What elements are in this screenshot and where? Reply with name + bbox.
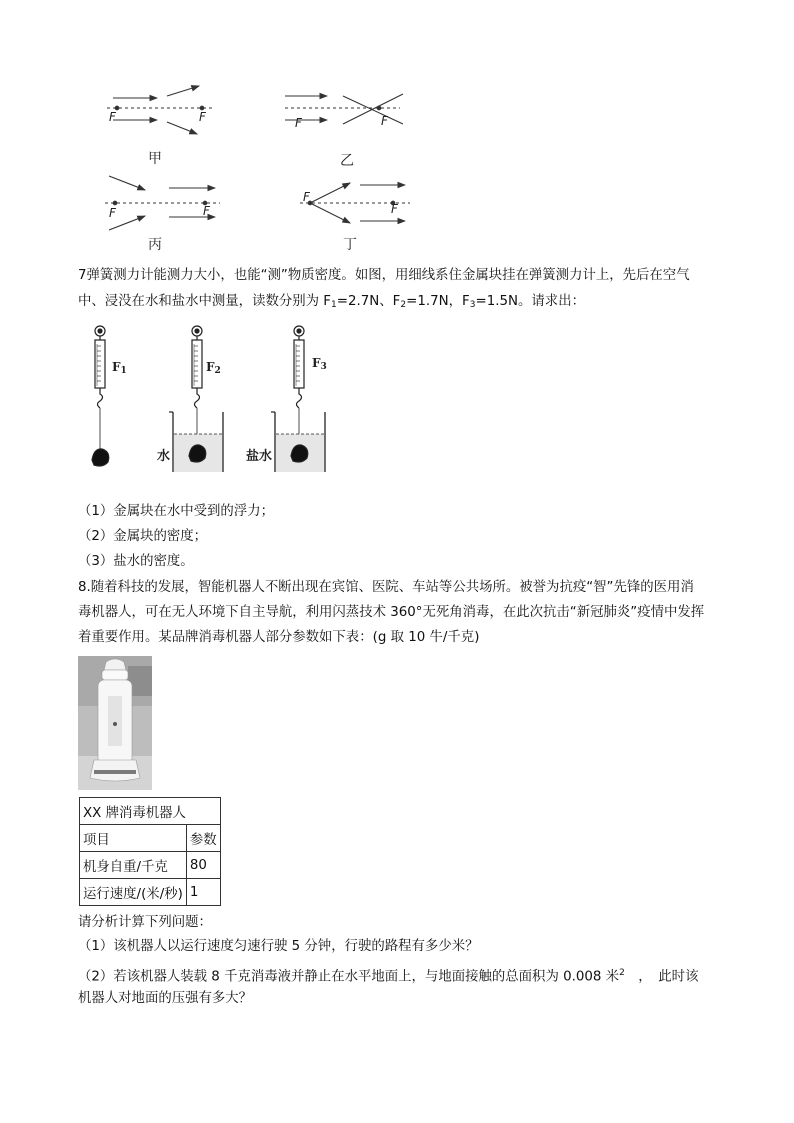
q7-sub-2: （2）金属块的密度； <box>78 529 208 544</box>
spring-balance-figure <box>78 322 343 472</box>
q8-sub-2 <box>78 964 698 986</box>
f1-subscript: 1 <box>331 300 337 310</box>
q8-prompt: 请分析计算下列问题： <box>78 915 212 930</box>
caption-ding: 丁 <box>343 237 357 253</box>
table-cell: 1 <box>186 879 220 906</box>
f1-value: =2.7N、F <box>336 294 401 309</box>
table-row <box>80 879 221 906</box>
table-header-row <box>80 825 221 852</box>
table-title-row <box>80 798 221 825</box>
table-title: XX 牌消毒机器人 <box>80 798 221 825</box>
q8-sub-1: （1）该机器人以运行速度匀速行驶 5 分钟，行驶的路程有多少米？ <box>78 939 479 954</box>
table-cell: 80 <box>186 852 220 879</box>
f3-subscript: 3 <box>469 300 476 310</box>
caption-yi: 乙 <box>340 153 354 169</box>
robot-image <box>78 656 152 790</box>
table-header-value: 参数 <box>186 825 220 852</box>
table-cell: 机身自重/千克 <box>80 852 187 879</box>
f2-value: =1.7N，F <box>406 294 470 309</box>
f3-figure-label: $F_3$ <box>312 356 327 372</box>
q7-line-2 <box>78 293 585 314</box>
robot-params-table <box>79 797 221 906</box>
force-diagram-svg <box>95 80 425 255</box>
force-label-yi-right: F <box>381 114 388 128</box>
force-label-jia-left: F <box>109 110 116 124</box>
q8-sub-2-a: （2）若该机器人装载 8 千克消毒液并静止在水平地面上，与地面接触的总面积为 0.008 米 <box>78 969 620 985</box>
balance-air <box>92 326 109 466</box>
force-label-jia-right: F <box>199 110 206 124</box>
q8-sub-2-b: ， 此时该 <box>624 969 699 985</box>
robot-photo <box>78 656 152 790</box>
q7-sub-1: （1）金属块在水中受到的浮力； <box>78 504 274 519</box>
force-label-ding-left: F <box>303 190 310 204</box>
f2-subscript: 2 <box>400 300 407 310</box>
caption-jia: 甲 <box>148 151 162 167</box>
force-label-bing-left: F <box>109 206 116 220</box>
q8-line-3: 着重要作用。某品牌消毒机器人部分参数如下表：(g 取 10 牛/千克) <box>78 630 480 645</box>
caption-bing: 丙 <box>148 237 162 253</box>
area-unit-superscript: 2 <box>619 968 625 978</box>
q8-line-1: 8.随着科技的发展，智能机器人不断出现在宾馆、医院、车站等公共场所。被誉为抗疫“智”先锋的医用消 <box>78 580 694 595</box>
balance-water <box>169 326 223 472</box>
spring-balance-svg <box>78 322 343 472</box>
f2-figure-label: $F_2$ <box>206 360 221 376</box>
force-label-yi-left: F <box>295 116 302 130</box>
q8-sub-2-line-2: 机器人对地面的压强有多大？ <box>78 991 253 1006</box>
force-label-bing-right: F <box>203 204 210 218</box>
q8-line-2: 毒机器人，可在无人环境下自主导航，利用闪蒸技术 360°无死角消毒，在此次抗击“新冠肺炎”疫情中发挥 <box>78 605 705 620</box>
f3-value: =1.5N。请求出： <box>475 294 585 309</box>
table-header-item: 项目 <box>80 825 187 852</box>
q7-sub-3: （3）盐水的密度。 <box>78 554 194 569</box>
salt-water-label: 盐水 <box>246 449 273 464</box>
diagram-bing <box>105 176 220 230</box>
q7-line-2-prefix: 中、浸没在水和盐水中测量，读数分别为 F <box>78 294 331 309</box>
f1-figure-label: $F_1$ <box>112 360 127 376</box>
force-diagram-figure <box>95 80 425 255</box>
q7-line-1: 7弹簧测力计能测力大小，也能“测”物质密度。如图，用细线系住金属块挂在弹簧测力计上，先后在空气 <box>78 268 690 283</box>
table-row <box>80 852 221 879</box>
balance-salt-water <box>271 326 325 472</box>
force-label-ding-right: F <box>391 202 398 216</box>
water-label: 水 <box>157 449 171 464</box>
table-cell: 运行速度/(米/秒) <box>80 879 187 906</box>
